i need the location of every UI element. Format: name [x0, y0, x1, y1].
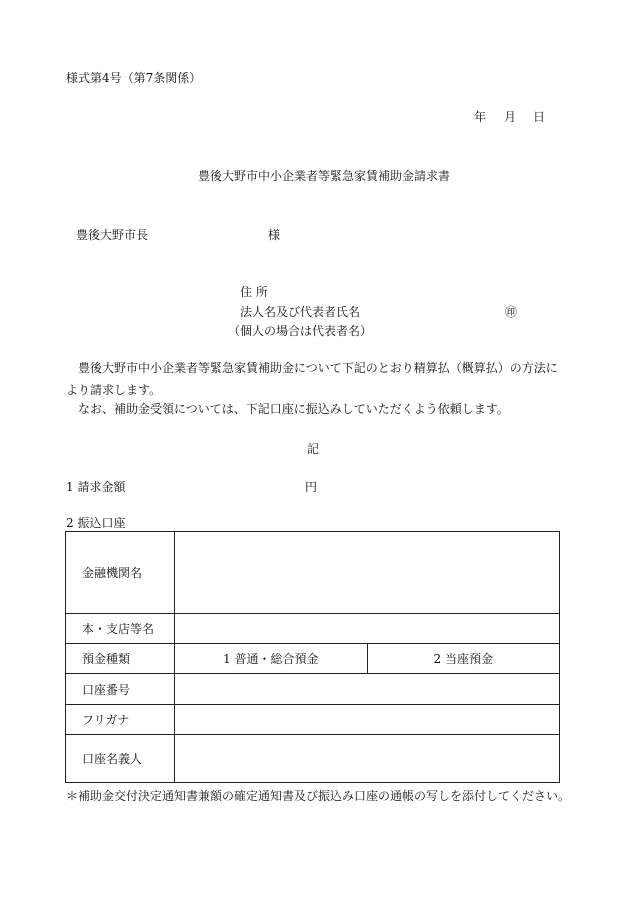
table-row: [66, 644, 560, 674]
date-day: 日: [533, 110, 546, 124]
account-holder-label: 口座名義人: [66, 735, 175, 783]
bank-name-field[interactable]: [175, 532, 560, 614]
applicant-address-label: 住 所: [240, 285, 268, 299]
applicant-note: （個人の場合は代表者名）: [228, 324, 373, 338]
bank-name-label: 金融機関名: [66, 532, 175, 614]
attachment-footnote: ＊補助金交付決定通知書兼額の確定通知書及び振込み口座の通帳の写しを添付してください。: [66, 789, 571, 803]
seal-mark: ㊞: [505, 305, 518, 319]
date-year: 年: [474, 110, 487, 124]
branch-label: 本・支店等名: [66, 614, 175, 644]
amount-unit: 円: [305, 480, 318, 494]
applicant-name-label: 法人名及び代表者氏名: [240, 305, 361, 319]
account-number-field[interactable]: [175, 674, 560, 705]
addressee-honorific: 様: [268, 228, 281, 242]
account-number-label: 口座番号: [66, 674, 175, 705]
bank-account-table: [65, 531, 560, 783]
page-title: 豊後大野市中小企業者等緊急家賃補助金請求書: [198, 169, 451, 183]
branch-field[interactable]: [175, 614, 560, 644]
furigana-field[interactable]: [175, 705, 560, 735]
deposit-type-label: 預金種類: [66, 644, 175, 674]
table-row: [66, 532, 560, 614]
deposit-type-ordinary[interactable]: 1 普通・総合預金: [175, 644, 368, 674]
bank-account-label: 2 振込口座: [66, 516, 126, 530]
deposit-type-current[interactable]: 2 当座預金: [367, 644, 560, 674]
table-row: [66, 705, 560, 735]
consent-paragraph: なお、補助金受領については、下記口座に振込みしていただくよう依頼します。: [78, 402, 509, 416]
amount-label: 1 請求金額: [66, 480, 126, 494]
table-row: [66, 614, 560, 644]
ki-heading: 記: [307, 442, 320, 456]
request-paragraph: 豊後大野市中小企業者等緊急家賃補助金について下記のとおり精算払（概算払）の方法により請求します。: [66, 361, 558, 397]
furigana-label: フリガナ: [66, 705, 175, 735]
form-number: 様式第4号（第7条関係）: [66, 71, 202, 85]
table-row: [66, 674, 560, 705]
account-holder-field[interactable]: [175, 735, 560, 783]
table-row: [66, 735, 560, 783]
date-month: 月: [504, 110, 517, 124]
addressee-name: 豊後大野市長: [76, 228, 149, 242]
